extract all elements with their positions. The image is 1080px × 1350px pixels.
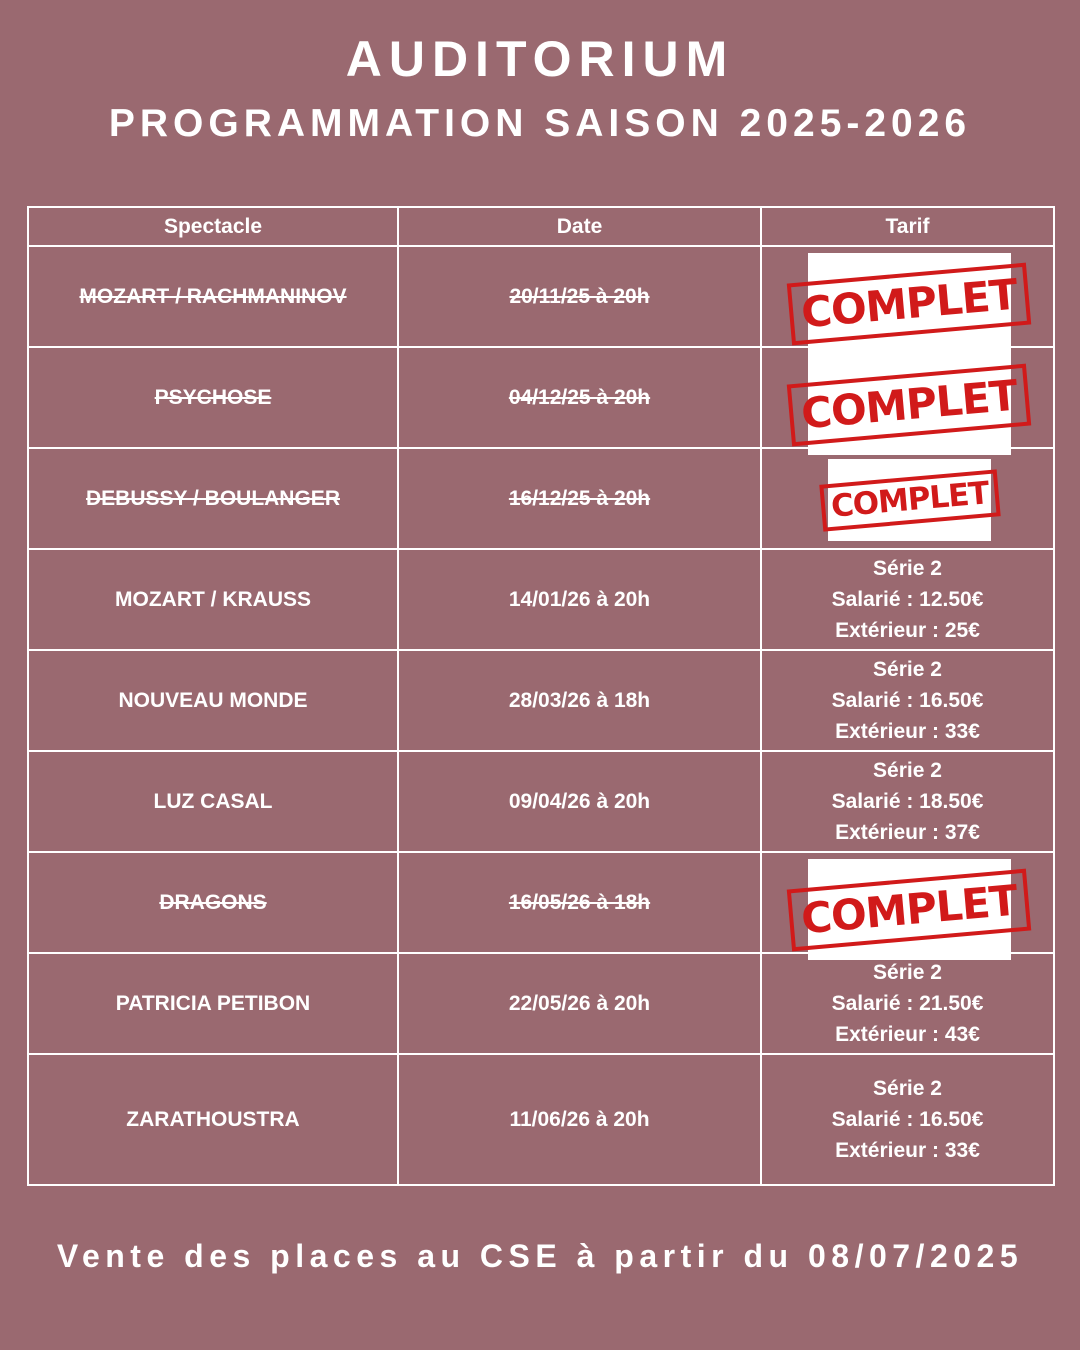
spectacle-cell bbox=[28, 650, 398, 751]
tarif-cell bbox=[761, 852, 1054, 953]
tarif-exterieur: Extérieur : 43€ bbox=[835, 1023, 980, 1046]
spectacle-name: PSYCHOSE bbox=[154, 385, 272, 409]
spectacle-name: LUZ CASAL bbox=[153, 789, 273, 813]
tarif-serie: Série 2 bbox=[873, 1077, 942, 1100]
date-cell bbox=[398, 1054, 761, 1185]
spectacle-date: 22/05/26 à 20h bbox=[508, 991, 651, 1015]
tarif-salarie: Salarié : 16.50€ bbox=[831, 689, 984, 712]
table-row bbox=[28, 347, 1054, 448]
tarif-serie: Série 2 bbox=[873, 557, 942, 580]
tarif-cell bbox=[761, 1054, 1054, 1185]
page-subtitle: PROGRAMMATION SAISON 2025-2026 bbox=[108, 102, 972, 145]
spectacle-cell bbox=[28, 549, 398, 650]
spectacle-date: 14/01/26 à 20h bbox=[508, 587, 651, 611]
spectacle-cell bbox=[28, 246, 398, 347]
table-row bbox=[28, 953, 1054, 1054]
spectacle-name: NOUVEAU MONDE bbox=[118, 688, 308, 712]
tarif-exterieur: Extérieur : 37€ bbox=[835, 821, 980, 844]
date-cell bbox=[398, 246, 761, 347]
table-row bbox=[28, 549, 1054, 650]
spectacle-date: 11/06/26 à 20h bbox=[509, 1107, 650, 1131]
spectacle-cell bbox=[28, 347, 398, 448]
date-cell bbox=[398, 549, 761, 650]
table-row bbox=[28, 852, 1054, 953]
date-cell bbox=[398, 650, 761, 751]
table-header-row bbox=[28, 207, 1054, 246]
complet-stamp bbox=[828, 459, 991, 541]
program-table bbox=[27, 206, 1055, 1186]
spectacle-date: 09/04/26 à 20h bbox=[508, 789, 651, 813]
complet-stamp-text: COMPLET bbox=[819, 469, 1000, 531]
date-cell bbox=[398, 852, 761, 953]
tarif-cell bbox=[761, 347, 1054, 448]
tarif-serie: Série 2 bbox=[873, 759, 942, 782]
date-cell bbox=[398, 953, 761, 1054]
tarif-cell bbox=[761, 751, 1054, 852]
tarif-cell bbox=[761, 246, 1054, 347]
spectacle-cell bbox=[28, 448, 398, 549]
tarif-cell bbox=[761, 953, 1054, 1054]
column-header-date: Date bbox=[398, 207, 761, 246]
tarif-salarie: Salarié : 16.50€ bbox=[831, 1108, 984, 1131]
table-row bbox=[28, 1054, 1054, 1185]
tarif-exterieur: Extérieur : 25€ bbox=[835, 619, 980, 642]
spectacle-cell bbox=[28, 953, 398, 1054]
spectacle-date: 16/05/26 à 18h bbox=[508, 890, 651, 914]
tarif-cell bbox=[761, 448, 1054, 549]
tarif-exterieur: Extérieur : 33€ bbox=[835, 1139, 980, 1162]
tarif-exterieur: Extérieur : 33€ bbox=[835, 720, 980, 743]
complet-stamp bbox=[799, 253, 1020, 354]
date-cell bbox=[398, 448, 761, 549]
spectacle-cell bbox=[28, 1054, 398, 1185]
spectacle-cell bbox=[28, 852, 398, 953]
spectacle-name: MOZART / KRAUSS bbox=[115, 587, 311, 611]
spectacle-date: 28/03/26 à 18h bbox=[508, 688, 651, 712]
table-row bbox=[28, 650, 1054, 751]
spectacle-name: ZARATHOUSTRA bbox=[126, 1107, 300, 1131]
spectacle-name: DEBUSSY / BOULANGER bbox=[86, 486, 340, 510]
spectacle-date: 04/12/25 à 20h bbox=[508, 385, 651, 409]
spectacle-date: 16/12/25 à 20h bbox=[508, 486, 651, 510]
spectacle-date: 20/11/25 à 20h bbox=[509, 284, 650, 308]
tarif-salarie: Salarié : 12.50€ bbox=[831, 588, 984, 611]
complet-stamp-text: COMPLET bbox=[787, 262, 1032, 345]
complet-stamp-text: COMPLET bbox=[787, 868, 1032, 951]
date-cell bbox=[398, 347, 761, 448]
table-row bbox=[28, 246, 1054, 347]
complet-stamp-text: COMPLET bbox=[787, 363, 1032, 446]
tarif-salarie: Salarié : 18.50€ bbox=[831, 790, 984, 813]
tarif-serie: Série 2 bbox=[873, 658, 942, 681]
spectacle-name: DRAGONS bbox=[159, 890, 267, 914]
spectacle-name: PATRICIA PETIBON bbox=[115, 991, 311, 1015]
date-cell bbox=[398, 751, 761, 852]
table-row bbox=[28, 751, 1054, 852]
tarif-cell bbox=[761, 650, 1054, 751]
tarif-cell bbox=[761, 549, 1054, 650]
page-title: AUDITORIUM bbox=[345, 31, 735, 87]
column-header-tarif: Tarif bbox=[761, 207, 1054, 246]
complet-stamp bbox=[799, 859, 1020, 960]
column-header-spectacle: Spectacle bbox=[28, 207, 398, 246]
spectacle-name: MOZART / RACHMANINOV bbox=[79, 284, 347, 308]
tarif-salarie: Salarié : 21.50€ bbox=[831, 992, 984, 1015]
spectacle-cell bbox=[28, 751, 398, 852]
table-row bbox=[28, 448, 1054, 549]
complet-stamp bbox=[799, 354, 1020, 455]
tarif-serie: Série 2 bbox=[873, 961, 942, 984]
sale-notice: Vente des places au CSE à partir du 08/07/2025 bbox=[56, 1238, 1024, 1274]
